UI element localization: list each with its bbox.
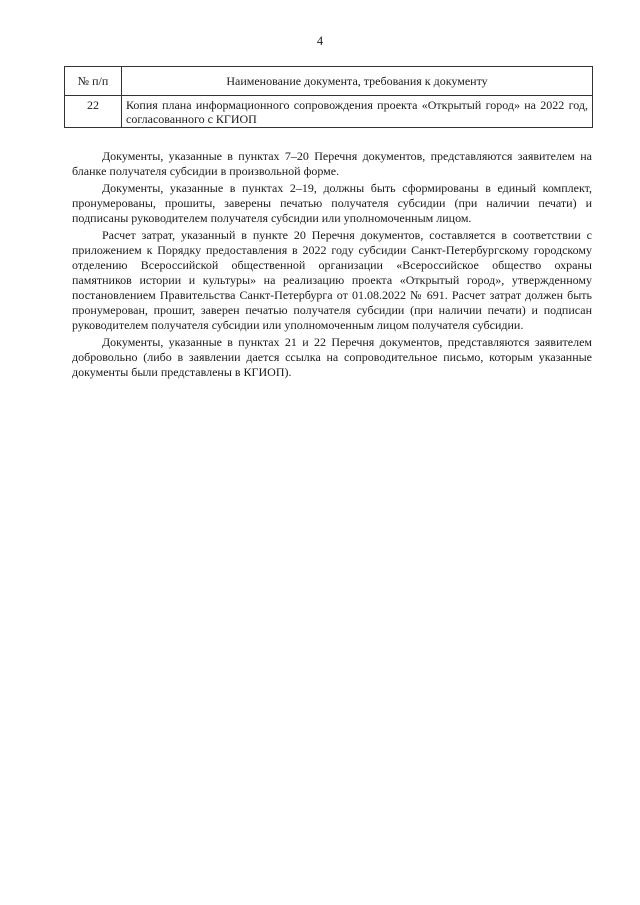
column-header-number: № п/п [65,67,122,96]
row-text-cell: Копия плана информационного сопровождения проекта «Открытый город» на 2022 год, согласованного с КГИОП [122,96,593,128]
page-number: 4 [316,34,324,48]
document-body [72,149,592,382]
row-number-cell: 22 [65,96,122,128]
paragraph: Расчет затрат, указанный в пункте 20 Перечня документов, составляется в соответствии с приложением к Порядку предоставления в 2022 году субсидии Санкт-Петербургскому городскому отделению Всероссийской общественной организации «Всероссийское общество охраны памятников истории и культуры» на реализацию проекта «Открытый город», утвержденному постановлением Правительства Санкт-Петербурга от 01.08.2022 № 691. Расчет затрат должен быть пронумерован, прошит, заверен печатью получателя субсидии (при наличии печати) и подписан руководителем получателя субсидии или уполномоченным лицом получателя субсидии. [72,228,592,332]
column-header-name: Наименование документа, требования к документу [122,67,593,96]
table-row [65,96,593,128]
paragraph: Документы, указанные в пунктах 7–20 Перечня документов, представляются заявителем на бланке получателя субсидии в произвольной форме. [72,149,592,178]
paragraph: Документы, указанные в пунктах 21 и 22 Перечня документов, представляются заявителем добровольно (либо в заявлении дается ссылка на сопроводительное письмо, которым указанные документы были представлены в КГИОП). [72,335,592,379]
paragraph: Документы, указанные в пунктах 2–19, должны быть сформированы в единый комплект, пронумерованы, прошиты, заверены печатью получателя субсидии (при наличии печати) и подписаны руководителем получателя субсидии или уполномоченным лицом. [72,181,592,225]
table-header-row [65,67,593,96]
documents-table [64,66,593,128]
